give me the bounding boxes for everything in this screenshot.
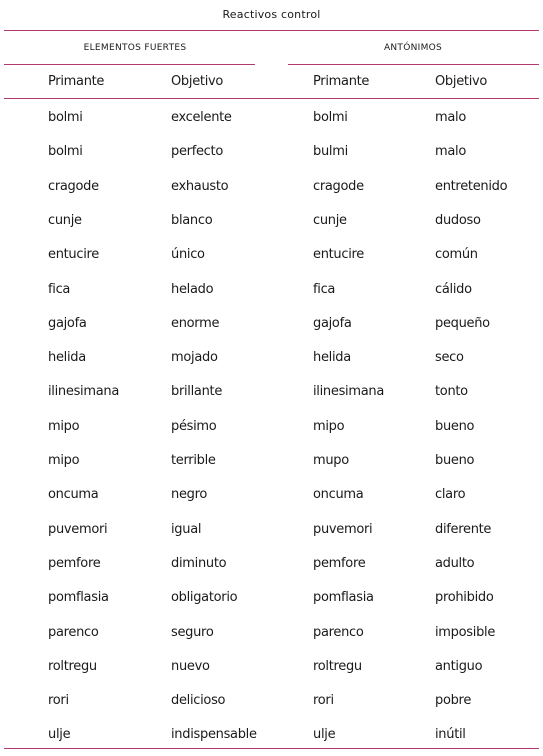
strong-target-cell: blanco [171,213,213,228]
header-rule [4,98,539,99]
strong-prime-cell: pemfore [48,556,101,571]
strong-target-cell: negro [171,487,208,502]
antonym-prime-cell: mupo [313,453,349,468]
antonym-target-cell: malo [435,110,466,125]
group-rule-antonyms [288,64,539,65]
strong-prime-cell: parenco [48,625,99,640]
col-header-strong-prime: Primante [48,74,105,89]
antonym-target-cell: bueno [435,419,475,434]
antonym-target-cell: seco [435,350,464,365]
antonym-prime-cell: roltregu [313,659,362,674]
strong-prime-cell: helida [48,350,86,365]
antonym-prime-cell: helida [313,350,351,365]
antonym-prime-cell: entucire [313,247,364,262]
antonym-prime-cell: cunje [313,213,347,228]
antonym-target-cell: común [435,247,478,262]
strong-prime-cell: rori [48,693,69,708]
strong-prime-cell: mipo [48,419,80,434]
strong-prime-cell: gajofa [48,316,87,331]
antonym-prime-cell: puvemori [313,522,373,537]
antonym-target-cell: dudoso [435,213,481,228]
antonym-prime-cell: oncuma [313,487,364,502]
antonym-target-cell: adulto [435,556,475,571]
antonym-target-cell: cálido [435,282,472,297]
col-header-strong-target: Objetivo [171,74,224,89]
antonym-prime-cell: parenco [313,625,364,640]
strong-target-cell: nuevo [171,659,210,674]
strong-target-cell: pésimo [171,419,217,434]
antonym-prime-cell: rori [313,693,334,708]
antonym-target-cell: inútil [435,727,466,742]
strong-prime-cell: fica [48,282,71,297]
antonym-target-cell: pobre [435,693,472,708]
strong-target-cell: terrible [171,453,216,468]
group-rule-strong [4,64,255,65]
antonym-target-cell: bueno [435,453,475,468]
antonym-prime-cell: ilinesimana [313,384,384,399]
antonym-prime-cell: mipo [313,419,345,434]
strong-target-cell: exhausto [171,179,229,194]
antonym-prime-cell: ulje [313,727,336,742]
antonym-prime-cell: bolmi [313,110,348,125]
col-header-ant-prime: Primante [313,74,370,89]
strong-prime-cell: roltregu [48,659,97,674]
strong-target-cell: obligatorio [171,590,238,605]
strong-prime-cell: cunje [48,213,82,228]
col-header-ant-target: Objetivo [435,74,488,89]
group-header-strong: ELEMENTOS FUERTES [83,43,187,53]
antonym-prime-cell: bulmi [313,144,348,159]
strong-prime-cell: entucire [48,247,99,262]
group-header-antonyms: ANTÓNIMOS [383,43,443,53]
strong-target-cell: indispensable [171,727,257,742]
antonym-target-cell: entretenido [435,179,508,194]
strong-prime-cell: puvemori [48,522,108,537]
antonym-prime-cell: pomflasia [313,590,374,605]
strong-target-cell: enorme [171,316,220,331]
strong-target-cell: brillante [171,384,223,399]
strong-prime-cell: ulje [48,727,71,742]
antonym-prime-cell: fica [313,282,336,297]
strong-target-cell: mojado [171,350,218,365]
strong-target-cell: delicioso [171,693,226,708]
strong-target-cell: excelente [171,110,232,125]
strong-target-cell: perfecto [171,144,223,159]
antonym-prime-cell: cragode [313,179,364,194]
strong-target-cell: único [171,247,205,262]
strong-prime-cell: oncuma [48,487,99,502]
antonym-target-cell: diferente [435,522,492,537]
strong-prime-cell: bolmi [48,144,83,159]
strong-prime-cell: cragode [48,179,99,194]
strong-target-cell: igual [171,522,202,537]
antonym-target-cell: antiguo [435,659,483,674]
antonym-target-cell: pequeño [435,316,490,331]
strong-target-cell: helado [171,282,214,297]
top-rule [4,30,539,31]
strong-prime-cell: mipo [48,453,80,468]
antonym-target-cell: malo [435,144,466,159]
table-title: Reactivos control [222,8,321,21]
strong-prime-cell: pomflasia [48,590,109,605]
strong-target-cell: diminuto [171,556,227,571]
antonym-target-cell: tonto [435,384,468,399]
strong-prime-cell: bolmi [48,110,83,125]
antonym-target-cell: prohibido [435,590,494,605]
antonym-prime-cell: gajofa [313,316,352,331]
antonym-target-cell: claro [435,487,466,502]
antonym-target-cell: imposible [435,625,496,640]
bottom-rule [4,748,539,749]
strong-target-cell: seguro [171,625,214,640]
antonym-prime-cell: pemfore [313,556,366,571]
strong-prime-cell: ilinesimana [48,384,119,399]
